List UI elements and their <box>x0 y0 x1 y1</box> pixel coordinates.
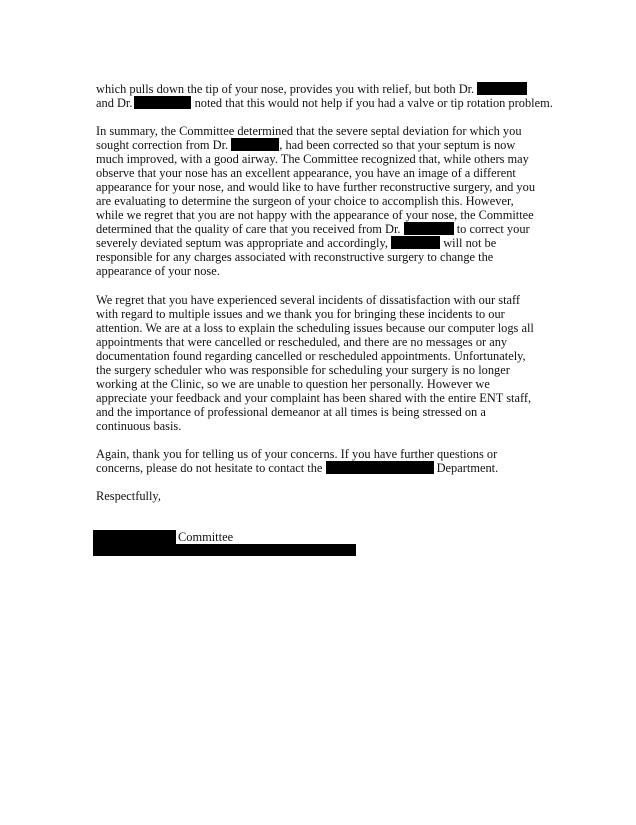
text-line: attention. We are at a loss to explain the scheduling issues because our computer logs all <box>96 321 534 335</box>
text-line: determined that the quality of care that you received from Dr. to correct your <box>96 222 530 236</box>
redaction <box>134 96 191 109</box>
text-line: In summary, the Committee determined that the severe septal deviation for which you <box>96 124 522 138</box>
text-line: the surgery scheduler who was responsible for scheduling your surgery is no longer <box>96 363 510 377</box>
text-line: appreciate your feedback and your complaint has been shared with the entire ENT staff, <box>96 391 532 405</box>
closing: Respectfully, <box>96 489 161 503</box>
text-line: appearance of your nose. <box>96 264 220 278</box>
redaction <box>93 544 356 556</box>
redaction <box>231 138 279 151</box>
text-line: much improved, with a good airway. The Committee recognized that, while others may <box>96 152 529 166</box>
redaction <box>326 461 434 474</box>
text-line: and Dr. noted that this would not help if you had a valve or tip rotation problem. <box>96 96 553 110</box>
redaction <box>477 82 527 95</box>
redaction <box>391 236 440 249</box>
text-line: working at the Clinic, so we are unable to question her personally. However we <box>96 377 490 391</box>
text-line: are evaluating to determine the surgeon of your choice to accomplish this. However, <box>96 194 514 208</box>
text-line: documentation found regarding cancelled or rescheduled appointments. Unfortunately, <box>96 349 526 363</box>
redaction <box>93 530 176 545</box>
text-line: responsible for any charges associated with reconstructive surgery to change the <box>96 250 494 264</box>
text-line: observe that your nose has an excellent appearance, you have an image of a different <box>96 166 516 180</box>
text-line: sought correction from Dr. , had been corrected so that your septum is now <box>96 138 516 152</box>
text-line: We regret that you have experienced several incidents of dissatisfaction with our staff <box>96 293 521 307</box>
text-line: appointments that were cancelled or rescheduled, and there are no messages or any <box>96 335 508 349</box>
text-line: continuous basis. <box>96 419 182 433</box>
text-line: which pulls down the tip of your nose, provides you with relief, but both Dr. <box>96 82 527 96</box>
text-line: appearance for your nose, and would like to have further reconstructive surgery, and you <box>96 180 536 194</box>
text-line: Again, thank you for telling us of your concerns. If you have further questions or <box>96 447 498 461</box>
text-line: severely deviated septum was appropriate and accordingly, will not be <box>96 236 497 250</box>
signature-committee: Committee <box>178 530 234 544</box>
redaction <box>404 222 454 235</box>
text-line: while we regret that you are not happy with the appearance of your nose, the Committee <box>96 208 534 222</box>
text-line: with regard to multiple issues and we thank you for bringing these incidents to our <box>96 307 505 321</box>
text-line: concerns, please do not hesitate to contact the Department. <box>96 461 499 475</box>
text-line: and the importance of professional demeanor at all times is being stressed on a <box>96 405 486 419</box>
